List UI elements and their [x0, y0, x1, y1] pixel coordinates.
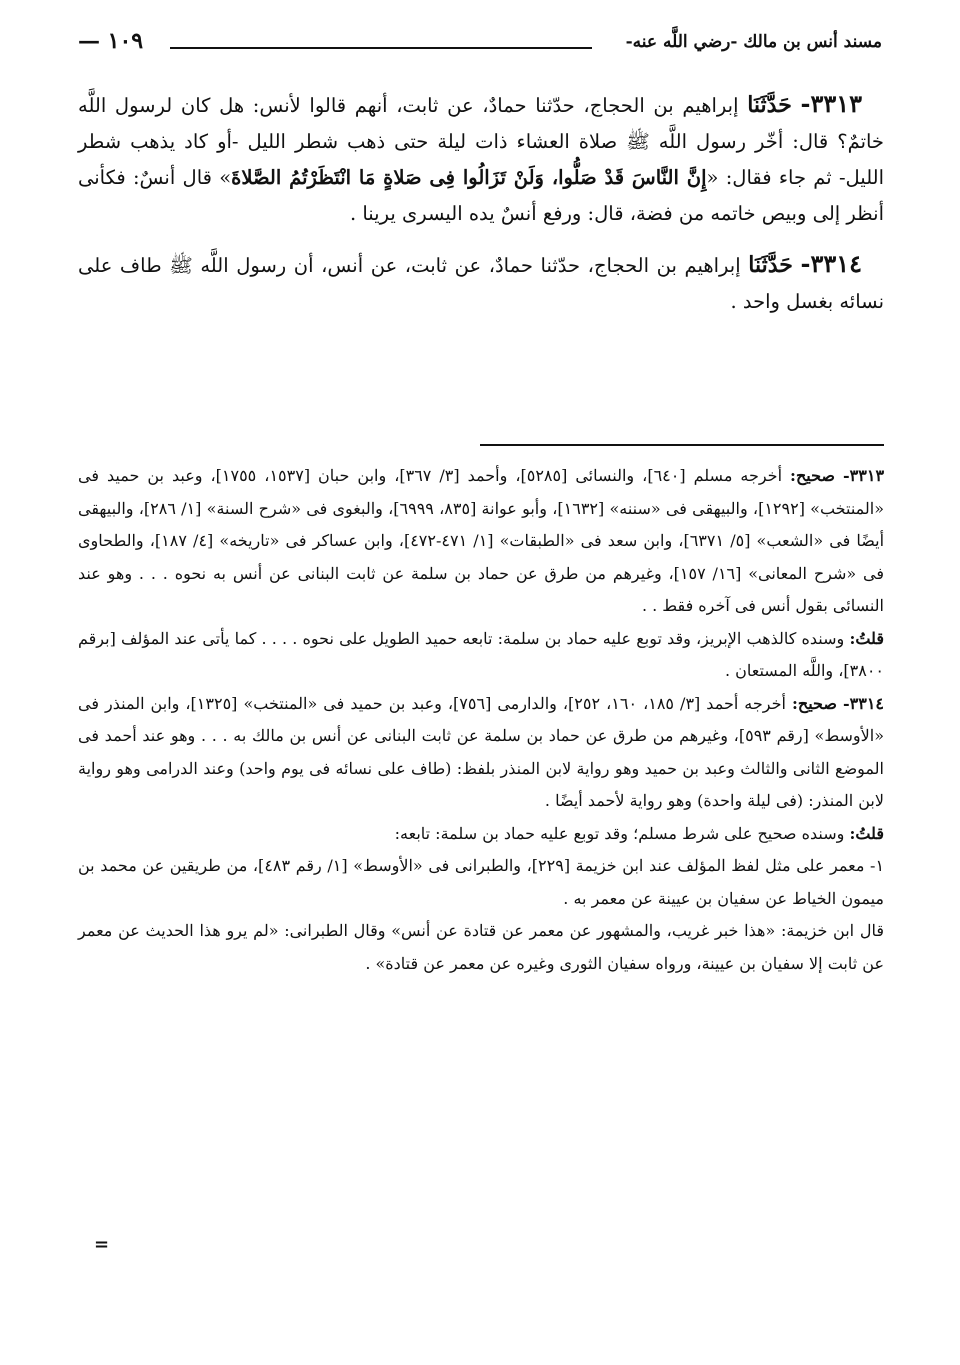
takhrij-text: أخرجه مسلم [٦٤٠]، والنسائى [٥٢٨٥]، وأحمد [٣/ ٣٦٧]، وابن حبان [١٥٣٧، ١٧٥٥]، وعبد بن حميد فى «المنتخب» [١٢٩٢]، والبيهقى فى «سننه» [١٦٣٢]، وأبو عوانة [٨٣٥، ٦٩٩٩]، والبغوى فى «شرح السنة» [١/ ٢٨٦]، والبيهقى أيضًا فى «الشعب» [٥/ ٦٣٧١]، وابن سعد فى «الطبقات» [١/ ٤٧١-٤٧٢]، وابن عساكر فى «تاريخه» [٤/ ١٨٧]، والطحاوى فى «شرح المعانى» [١٦/ ١٥٧]، وغيرهم من طرق عن حماد بن سلمة عن ثابت البنانى عن أنس به نحوه . . . وهو عند النسائى بقول أنس فى آخره فقط . . [78, 466, 885, 615]
footnote-number: ٣٣١٤- [842, 693, 884, 713]
comment-text: وسنده صحيح على شرط مسلم؛ وقد توبع عليه حماد بن سلمة: تابعه: [394, 823, 850, 843]
comment-text: وسنده كالذهب الإبريز، وقد توبع عليه حماد بن سلمة: تابعه حميد الطويل على نحوه . . . . كما يأتى عند المؤلف [برقم ٣٨٠٠]، واللَّه المستعان . [78, 628, 884, 680]
hadith-text: إبراهيم بن الحجاج، حدّثنا حمادٌ، عن ثابت، عن أنس، أن رسول اللَّه ﷺ طاف على نسائه بغسل واحد . [78, 254, 884, 313]
hadith-number: ٣٣١٣- [800, 89, 863, 118]
footnote-3314-item-1: ١- معمر على مثل لفظ المؤلف عند ابن خزيمة [٢٢٩]، والطبرانى فى «الأوسط» [١/ رقم ٤٨٣]، من طريقين عن محمد بن ميمون الخياط عن سفيان بن عيينة عن معمر به . [78, 856, 885, 908]
running-title: مسند أنس بن مالك -رضي اللَّه عنه- [625, 32, 882, 52]
qult-label: قلتُ: [849, 823, 884, 843]
hadith-keyword: حَدَّثَنَا [748, 252, 793, 278]
footnotes [78, 460, 884, 980]
header-rule [170, 47, 592, 49]
footnote-3314 [78, 688, 884, 818]
takhrij-text: أخرجه أحمد [٣/ ١٨٥، ١٦٠، ٢٥٢]، والدارمى [٧٥٦]، وعبد بن حميد فى «المنتخب» [١٣٢٥]، وابن المنذر فى «الأوسط» [رقم ٥٩٣]، وغيرهم من طرق عن حماد بن سلمة عن ثابت البنانى عن أنس بن مالك به . . . وهو عند أحمد فى الموضع الثانى والثالث وعبد بن حميد وهو رواية لابن المنذر بلفظ: (طاف على نسائه فى يوم واحد) وعند الدرامى وهو رواية لابن المنذر: (فى ليلة واحدة) وهو رواية لأحمد أيضًا . [78, 693, 885, 810]
footnote-number: ٣٣١٣- [843, 466, 885, 485]
footnote-separator [480, 444, 884, 446]
hadith-number: ٣٣١٤- [800, 249, 862, 278]
footnote-3313 [78, 460, 884, 623]
page-header [78, 30, 882, 64]
hadith-text: إبراهيم بن الحجاج، حدّثنا حمادٌ، عن ثابت، أنهم قالوا لأنس: هل كان لرسول اللَّه خاتمٌ؟ قال: أخّر رسول اللَّه ﷺ صلاة العشاء ذات ليلة حتى ذهب شطر الليل -أو كاد يذهب شطر الليل- ثم جاء فقال: « [78, 94, 885, 189]
main-text [78, 86, 884, 334]
hadith-3314 [78, 246, 884, 320]
hadith-keyword: حَدَّثَنَا [747, 92, 792, 118]
grade-label: صحيح: [790, 466, 836, 485]
footnote-3313-comment [78, 623, 884, 688]
qult-label: قلتُ: [849, 628, 884, 648]
grade-label: صحيح: [791, 693, 837, 713]
page-number: ١٠٩ — [78, 28, 144, 54]
hadith-text-end: » قال أنسٌ: فكأنى أنظر إلى وبيص خاتمه من فضة، قال: ورفع أنسٌ يده اليسرى يرينا . [78, 166, 884, 225]
hadith-3313 [78, 86, 884, 232]
hadith-quote: إِنَّ النَّاسَ قَدْ صَلُّوا، وَلَنْ تَزَالُوا فِى صَلاةٍ مَا انْتَظَرْتُمُ الصَّلاةَ [231, 166, 707, 189]
footnote-3314-quote: قال ابن خزيمة: «هذا خبر غريب، والمشهور عن معمر عن قتادة عن أنس» وقال الطبرانى: «لم يرو هذا الحديث عن معمر عن ثابت إلا سفيان بن عيينة، ورواه سفيان الثورى وغيره عن معمر عن قتادة» . [78, 921, 884, 973]
continuation-mark: = [94, 1234, 110, 1255]
footnote-3314-comment [78, 818, 884, 851]
